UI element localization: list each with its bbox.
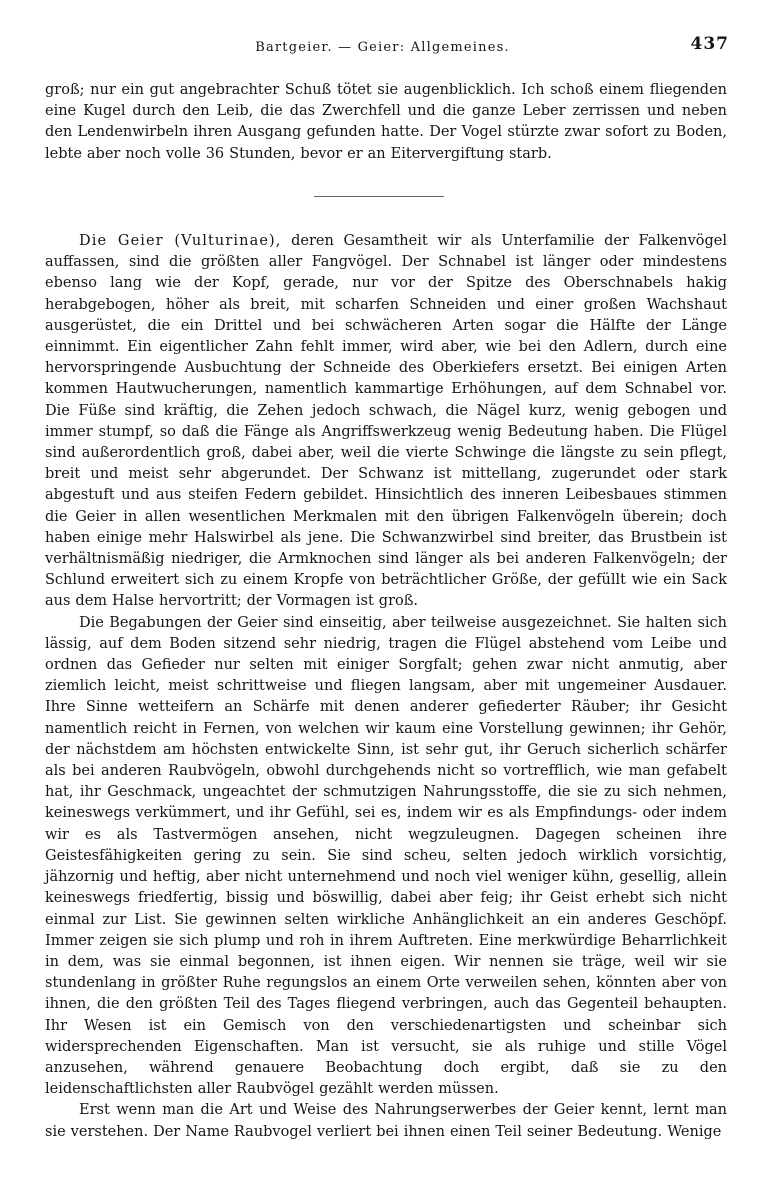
running-head: Bartgeier. — Geier: Allgemeines. (255, 40, 510, 55)
continued-paragraph: groß; nur ein gut angebrachter Schuß tötet sie augenblicklich. Ich schoß einem fliegenden eine Kugel durch den Leib, die das Zwerchfell und die ganze Leber zerrissen und neben den Lendenwirbeln ihren Ausgang gefunden hatte. Der Vogel stürzte zwar sofort zu Boden, lebte aber noch volle 36 Stunden, bevor er an Eitervergiftung starb. (45, 82, 727, 162)
paragraph-definition (45, 231, 727, 613)
section-separator (314, 196, 444, 197)
paragraph-behavior: Die Begabungen der Geier sind einseitig, aber teilweise ausgezeichnet. Sie halten sich lässig, auf dem Boden sitzend sehr niedrig, tragen die Flügel abstehend vom Leibe und ordnen das Gefieder nur selten mit einiger Sorgfalt; gehen zwar nicht anmutig, aber ziemlich leicht, meist schrittweise und fliegen langsam, aber mit ungemeiner Ausdauer. Ihre Sinne wetteifern an Schärfe mit denen anderer gefiederter Räuber; ihr Gesicht namentlich reicht in Fernen, von welchen wir kaum eine Vorstellung gewinnen; ihr Gehör, der nächstdem am höchsten entwickelte Sinn, ist sehr gut, ihr Geruch sicherlich schärfer als bei anderen Raubvögeln, obwohl durchgehends nicht so vortrefflich, wie man gefabelt hat, ihr Geschmack, ungeachtet der schmutzigen Nahrungsstoffe, die sie zu sich nehmen, keineswegs verkümmert, und ihr Gefühl, sei es, indem wir es als Empfindungs- oder indem wir es als Tastvermögen ansehen, nicht wegzuleugnen. Dagegen scheinen ihre Geistesfähigkeiten gering zu sein. Sie sind scheu, selten jedoch wirklich vorsichtig, jähzornig und heftig, aber nicht unternehmend und noch viel weniger kühn, gesellig, allein keineswegs friedfertig, bissig und böswillig, dabei aber feig; ihr Geist erhebt sich nicht einmal zur List. Sie gewinnen selten wirkliche Anhänglichkeit an ein anderes Geschöpf. Immer zeigen sie sich plump und roh in ihrem Auftreten. Eine merkwürdige Beharrlichkeit in dem, was sie einmal begonnen, ist ihnen eigen. Wir nennen sie träge, weil wir sie stundenlang in größter Ruhe regungslos an einem Orte verweilen sehen, könnten aber von ihnen, die den größten Teil des Tages fliegend verbringen, auch das Gegenteil behaupten. Ihr Wesen ist ein Gemisch von den verschiedenartigsten und scheinbar sich widersprechenden Eigenschaften. Man ist versucht, sie als ruhige und stille Vögel anzusehen, während genauere Beobachtung doch ergibt, daß sie zu den leidenschaftlichsten aller Raubvögel gezählt werden müssen. (45, 614, 727, 1098)
vulture-section-body (45, 231, 727, 1143)
page-number: 437 (690, 34, 729, 54)
paragraph-definition-text: deren Gesamtheit wir als Unterfamilie der Falkenvögel auffassen, sind die größten aller Fangvögel. Der Schnabel ist länger oder mindestens ebenso lang wie der Kopf, gerade, nur vor der Spitze des Oberschnabels hakig herabgebogen, höher als breit, mit scharfen Schneiden und einer großen Wachshaut ausgerüstet, die ein Drittel und bei schwächeren Arten sogar die Hälfte der Länge einnimmt. Ein eigentlicher Zahn fehlt immer, wird aber, wie bei den Adlern, durch eine hervorspringende Ausbuchtung der Schneide des Oberkiefers ersetzt. Bei einigen Arten kommen Hautwucherungen, namentlich kammartige Erhöhungen, auf dem Schnabel vor. Die Füße sind kräftig, die Zehen jedoch schwach, die Nägel kurz, wenig gebogen und immer stumpf, so daß die Fänge als Angriffswerkzeug wenig Bedeutung haben. Die Flügel sind außerordentlich groß, dabei aber, weil die vierte Schwinge die längste zu sein pflegt, breit und meist sehr abgerundet. Der Schwanz ist mittellang, zugerundet oder stark abgestuft und aus steifen Federn gebildet. Hinsichtlich des inneren Leibesbaues stimmen die Geier in allen wesentlichen Merkmalen mit den übrigen Falkenvögeln überein; doch haben einige mehr Halswirbel als jene. Die Schwanzwirbel sind breiter, das Brustbein ist verhältnismäßig niedriger, die Armknochen sind länger als bei anderen Falkenvögeln; der Schlund erweitert sich zu einem Kropfe von beträchtlicher Größe, der gefüllt wie ein Sack aus dem Halse hervortritt; der Vormagen ist groß. (45, 233, 727, 610)
page-header (36, 34, 729, 60)
paragraph-feeding: Erst wenn man die Art und Weise des Nahrungserwerbes der Geier kennt, lernt man sie verstehen. Der Name Raubvogel verliert bei ihnen einen Teil seiner Bedeutung. Wenige (45, 1102, 727, 1140)
lead-term: Die Geier (Vulturinae), (79, 233, 282, 249)
continued-paragraph-block (45, 80, 727, 165)
